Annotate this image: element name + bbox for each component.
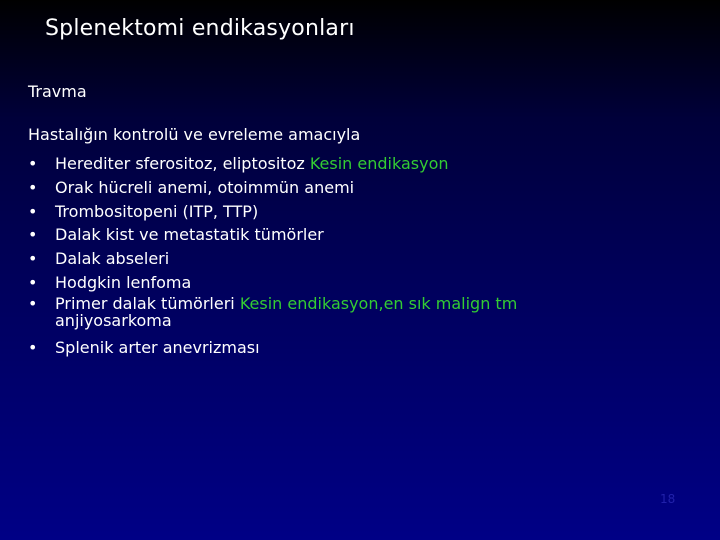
bullet-icon: • [28, 154, 38, 173]
item-text: Orak hücreli anemi, otoimmün anemi [55, 177, 355, 197]
bullet-icon: • [28, 177, 38, 197]
bullet-icon: • [28, 272, 38, 292]
list-item [28, 295, 517, 329]
slide-title: Splenektomi endikasyonları [45, 16, 355, 41]
bullet-icon: • [28, 249, 38, 269]
page-number: 18 [660, 492, 676, 506]
item-highlight: Kesin endikasyon,en sık malign tm [234, 293, 518, 313]
item-text: Primer dalak tümörleri [55, 293, 235, 313]
item-text: Splenik arter anevrizması [55, 337, 260, 357]
item-continuation: anjiyosarkoma [55, 310, 172, 330]
indication-list [28, 152, 517, 360]
item-text: Hodgkin lenfoma [55, 272, 192, 292]
bullet-icon: • [28, 337, 38, 357]
list-item [28, 336, 517, 360]
bullet-icon: • [28, 201, 38, 221]
list-item [28, 271, 517, 295]
section-heading: Hastalığın kontrolü ve evreleme amacıyla [28, 125, 361, 144]
intro-text: Travma [28, 82, 87, 101]
item-text: Trombositopeni (ITP, TTP) [55, 201, 259, 221]
item-text: Herediter sferositoz, eliptositoz [55, 154, 305, 173]
list-item [28, 176, 517, 200]
item-highlight: Kesin endikasyon [304, 154, 449, 173]
item-text: Dalak kist ve metastatik tümörler [55, 225, 324, 245]
list-item [28, 200, 517, 224]
list-item [28, 152, 517, 176]
bullet-icon: • [28, 225, 38, 245]
bullet-icon: • [28, 293, 38, 313]
list-item [28, 247, 517, 271]
item-text: Dalak abseleri [55, 249, 170, 269]
list-item [28, 223, 517, 247]
